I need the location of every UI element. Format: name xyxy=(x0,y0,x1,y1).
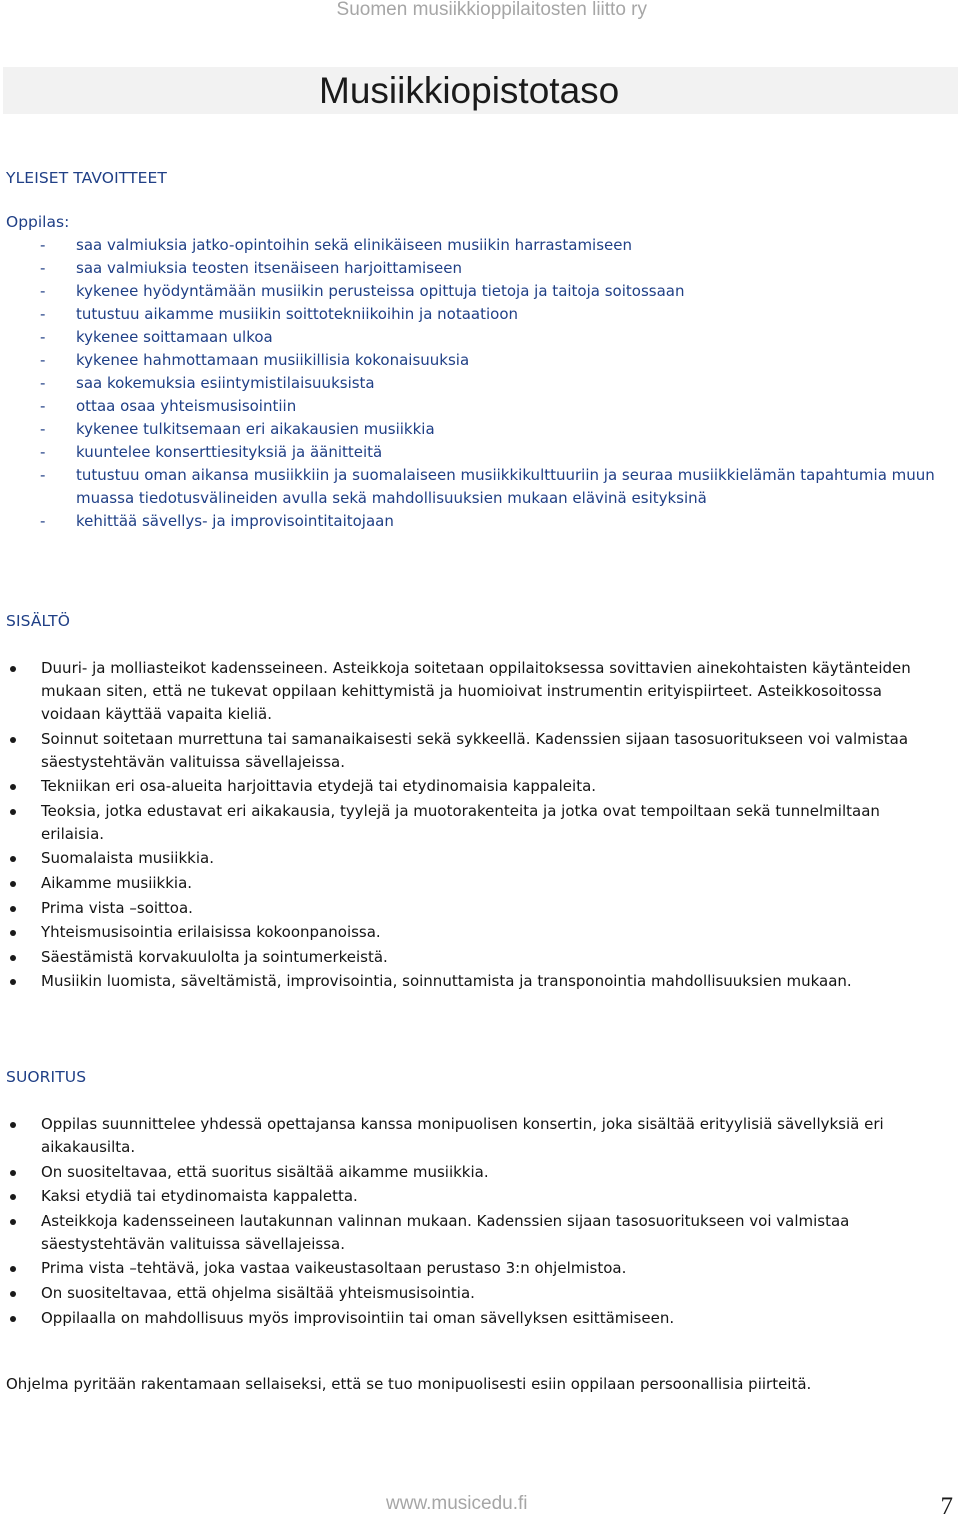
list-item: On suositeltavaa, että ohjelma sisältää yhteismusisointia. xyxy=(41,1282,931,1305)
general-goals-heading: YLEISET TAVOITTEET xyxy=(6,169,167,187)
list-item: - kykenee soittamaan ulkoa xyxy=(40,328,273,346)
list-item: - kykenee hahmottamaan musiikillisia kokonaisuuksia xyxy=(40,351,470,369)
page-number: 7 xyxy=(940,1493,953,1520)
list-item: - kehittää sävellys- ja improvisointitaitojaan xyxy=(40,512,394,530)
list-item: On suositeltavaa, että suoritus sisältää aikamme musiikkia. xyxy=(41,1161,931,1184)
list-item: Aikamme musiikkia. xyxy=(41,872,931,895)
list-item: Säestämistä korvakuulolta ja sointumerkeistä. xyxy=(41,946,931,969)
list-item: Asteikkoja kadensseineen lautakunnan valinnan mukaan. Kadenssien sijaan tasosuoritukseen voi valmistaa säestystehtävän valituissa sävellajeissa. xyxy=(41,1210,931,1256)
list-item: Musiikin luomista, säveltämistä, improvisointia, soinnuttamista ja transponointia mahdollisuuksien mukaan. xyxy=(41,970,931,993)
list-item: - saa valmiuksia jatko-opintoihin sekä elinikäiseen musiikin harrastamiseen xyxy=(40,236,633,254)
list-item: - kykenee tulkitsemaan eri aikakausien musiikkia xyxy=(40,420,435,438)
list-item: Prima vista –tehtävä, joka vastaa vaikeustasoltaan perustaso 3:n ohjelmistoa. xyxy=(41,1257,931,1280)
list-item: Soinnut soitetaan murrettuna tai samanaikaisesti sekä sykkeellä. Kadenssien sijaan tasosuoritukseen voi valmistaa säestystehtävän valituissa sävellajeissa. xyxy=(41,728,931,774)
list-item: Oppilas suunnittelee yhdessä opettajansa kanssa monipuolisen konsertin, joka sisältää erityylisiä sävellyksiä eri aikakausilta. xyxy=(41,1113,931,1159)
header-organization: Suomen musiikkioppilaitosten liitto ry xyxy=(336,0,647,20)
performance-heading: SUORITUS xyxy=(6,1068,87,1086)
list-item: Kaksi etydiä tai etydinomaista kappaletta. xyxy=(41,1185,931,1208)
list-item: - tutustuu oman aikansa musiikkiin ja suomalaiseen musiikkikulttuuriin ja seuraa musiikkielämän tapahtumia muun muassa tiedotusvälineiden avulla sekä mahdollisuuksien mukaan elävinä esityksinä xyxy=(40,466,935,507)
general-goals-list xyxy=(40,234,940,533)
list-item: - saa valmiuksia teosten itsenäiseen harjoittamiseen xyxy=(40,259,463,277)
list-item: - saa kokemuksia esiintymistilaisuuksista xyxy=(40,374,375,392)
list-item: Prima vista –soittoa. xyxy=(41,897,931,920)
footer-url: www.musicedu.fi xyxy=(386,1493,528,1514)
list-item: Oppilaalla on mahdollisuus myös improvisointiin tai oman sävellyksen esittämiseen. xyxy=(41,1307,931,1330)
list-item: Yhteismusisointia erilaisissa kokoonpanoissa. xyxy=(41,921,931,944)
list-item: Suomalaista musiikkia. xyxy=(41,847,931,870)
list-item: - tutustuu aikamme musiikin soittotekniikoihin ja notaatioon xyxy=(40,305,519,323)
content-heading: SISÄLTÖ xyxy=(6,612,71,630)
list-item: Teoksia, jotka edustavat eri aikakausia, tyylejä ja muotorakenteita ja jotka ovat tempoiltaan sekä tunnelmiltaan erilaisia. xyxy=(41,800,931,846)
page-title: Musiikkiopistotaso xyxy=(319,70,620,111)
list-item: - kuuntelee konserttiesityksiä ja äänitteitä xyxy=(40,443,383,461)
closing-paragraph: Ohjelma pyritään rakentamaan sellaiseksi, että se tuo monipuolisesti esiin oppilaan persoonallisia piirteitä. xyxy=(6,1375,812,1393)
list-item: - kykenee hyödyntämään musiikin perusteissa opittuja tietoja ja taitoja soitossaan xyxy=(40,282,685,300)
content-list xyxy=(41,657,931,995)
list-item: Duuri- ja molliasteikot kadensseineen. Asteikkoja soitetaan oppilaitoksessa sovittavien ainekohtaisten käytänteiden mukaan siten, että ne tukevat oppilaan kehittymistä ja huomioivat instrumentin erityispiirteet. Asteikkosoitossa voidaan käyttää vapaita kieliä. xyxy=(41,657,931,726)
performance-list xyxy=(41,1113,931,1331)
list-item: Tekniikan eri osa-alueita harjoittavia etydejä tai etydinomaisia kappaleita. xyxy=(41,775,931,798)
list-item: - ottaa osaa yhteismusisointiin xyxy=(40,397,297,415)
student-label: Oppilas: xyxy=(6,213,70,231)
